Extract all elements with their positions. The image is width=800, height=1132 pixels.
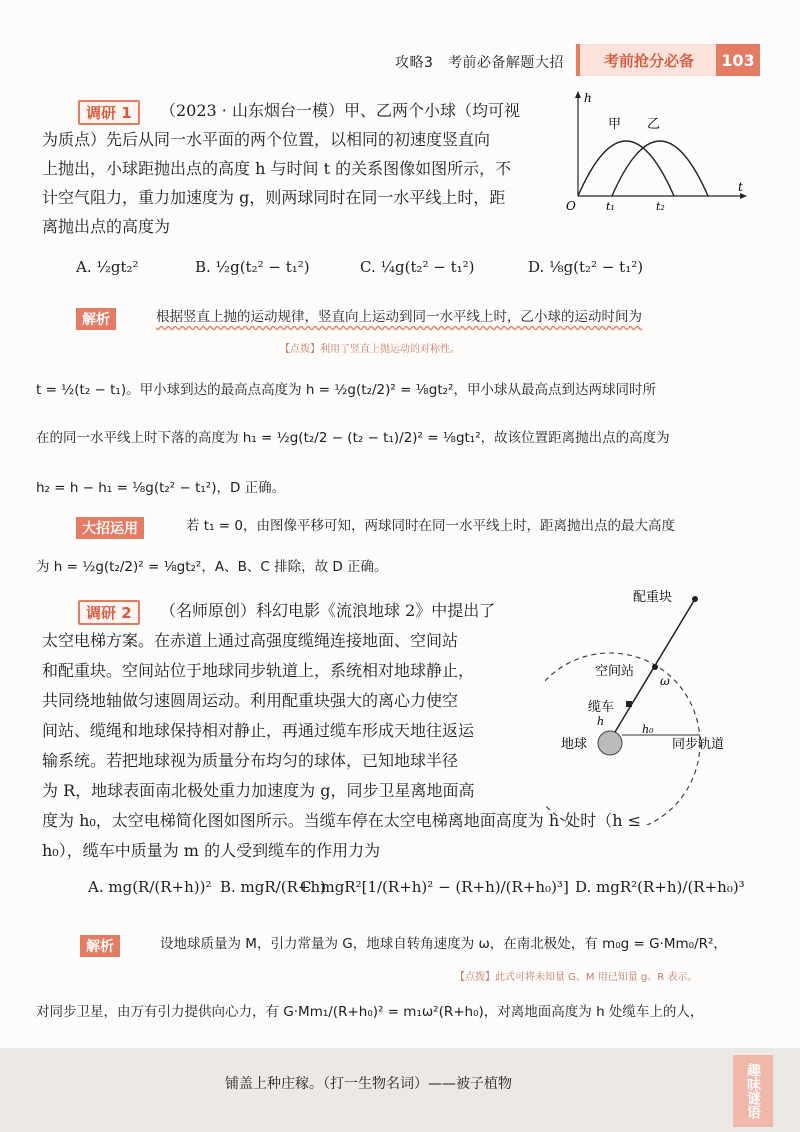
question-2-line-4: 间站、缆绳和地球保持相对静止，再通过缆车形成天地往返运: [42, 721, 475, 740]
corner-badge: 趣味谜语: [733, 1055, 773, 1127]
dazhao-line-1: 若 t₁ = 0，由图像平移可知，两球同时在同一水平线上时，距离抛出点的最大高度: [186, 518, 675, 534]
option-b: B. ½g(t₂² − t₁²): [195, 258, 310, 276]
question-1-line-2: 上抛出，小球距抛出点的高度 h 与时间 t 的关系图像如图所示，不: [42, 159, 512, 178]
dazhao-line-2: 为 h = ½g(t₂/2)² = ⅛gt₂²，A、B、C 排除，故 D 正确。: [36, 559, 388, 575]
question-2-tag: [78, 600, 140, 625]
t1-label: t₁: [606, 200, 615, 213]
orbit-label: 同步轨道: [672, 737, 725, 752]
analysis-1-line-3: 在的同一水平线上时下落的高度为 h₁ = ½g(t₂/2 − (t₂ − t₁)/2)² = ⅛gt₁²，故该位置距离抛出点的高度为: [36, 430, 670, 446]
option-c: C. ¼g(t₂² − t₁²): [360, 258, 475, 276]
question-2-line-0: （名师原创）科幻电影《流浪地球 2》中提出了: [160, 601, 496, 620]
question-2-line-3: 共同绕地轴做匀速圆周运动。利用配重块强大的离心力使空: [42, 691, 459, 710]
question-2-tag-label: 调研 2: [78, 600, 140, 625]
origin-label: O: [566, 199, 576, 213]
cable-car-icon: [626, 701, 632, 707]
option-a: A. mg(R/(R+h))²: [88, 878, 212, 896]
question-1-tag: [78, 100, 140, 125]
question-1-line-4: 离抛出点的高度为: [42, 217, 171, 236]
h-axis-arrow-icon: [575, 91, 581, 98]
question-2-line-1: 太空电梯方案。在赤道上通过高强度缆绳连接地面、空间站: [42, 631, 459, 650]
question-2-line-5: 输系统。若把地球视为质量分布均匀的球体，已知地球半径: [42, 751, 459, 770]
analysis-1-line-2: t = ½(t₂ − t₁)。甲小球到达的最高点高度为 h = ½g(t₂/2)² = ⅛gt₂²，甲小球从最高点到达两球同时所: [36, 382, 656, 398]
omega-label: ω: [660, 674, 670, 688]
option-c: C. mgR²[1/(R+h)² − (R+h)/(R+h₀)³]: [300, 878, 569, 896]
analysis-1-line-1: 根据竖直上抛的运动规律，竖直向上运动到同一水平线上时，乙小球的运动时间为: [156, 309, 642, 325]
analysis-1-note: 【点拨】利用了竖直上抛运动的对称性。: [280, 344, 460, 355]
question-2-line-7: 度为 h₀，太空电梯简化图如图所示。当缆车停在太空电梯离地面高度为 h 处时（h ≤: [42, 811, 642, 830]
space-elevator-diagram: [545, 585, 785, 825]
counterweight-dot: [692, 596, 698, 602]
t-label: t: [738, 180, 743, 194]
header-section-title: 攻略3 考前必备解题大招: [395, 55, 564, 71]
dazhao-tag: [76, 517, 144, 539]
height-time-graph: [560, 88, 750, 218]
question-2-line-2: 和配重块。空间站位于地球同步轨道上，系统相对地球静止，: [42, 661, 475, 680]
analysis-1-tag-label: 解析: [76, 308, 116, 330]
jia-label: 甲: [608, 117, 622, 132]
h-label: h: [597, 715, 605, 728]
analysis-1-line-4: h₂ = h − h₁ = ⅛g(t₂² − t₁²)，D 正确。: [36, 480, 286, 496]
analysis-2-line-2: 对同步卫星，由万有引力提供向心力，有 G·Mm₁/(R+h₀)² = m₁ω²(R+h₀)，对离地面高度为 h 处缆车上的人，: [36, 1004, 704, 1020]
analysis-2-tag: [80, 935, 120, 957]
option-d: D. ⅛g(t₂² − t₁²): [528, 258, 644, 276]
analysis-2-note: 【点拨】此式可将未知量 G、M 用已知量 g、R 表示。: [455, 972, 698, 983]
question-1-line-3: 计空气阻力，重力加速度为 g，则两球同时在同一水平线上时，距: [42, 188, 506, 207]
option-a: A. ½gt₂²: [76, 258, 139, 276]
analysis-2-line-1: 设地球质量为 M，引力常量为 G，地球自转角速度为 ω，在南北极处，有 m₀g = G·Mm₀/R²，: [160, 936, 727, 952]
t2-label: t₂: [656, 200, 665, 213]
option-b: B. mgR/(R+h): [220, 878, 326, 896]
question-2-line-6: 为 R，地球表面南北极处重力加速度为 g，同步卫星离地面高: [42, 781, 475, 800]
earth-label: 地球: [561, 737, 588, 752]
page-number: 103: [716, 44, 760, 76]
dazhao-tag-label: 大招运用: [76, 517, 144, 539]
question-1-line-1: 为质点）先后从同一水平面的两个位置，以相同的初速度竖直向: [42, 130, 491, 149]
earth-icon: [598, 731, 622, 755]
analysis-1-tag: [76, 308, 116, 330]
station-dot: [652, 664, 658, 670]
question-1-tag-label: 调研 1: [78, 100, 140, 125]
footer-riddle: 铺盖上种庄稼。（打一生物名词）——被子植物: [225, 1076, 512, 1092]
counterweight-label: 配重块: [633, 590, 673, 605]
analysis-2-tag-label: 解析: [80, 935, 120, 957]
h0-label: h₀: [642, 723, 654, 736]
yi-label: 乙: [647, 117, 661, 132]
h-label: h: [584, 91, 592, 105]
header-badge: 考前抢分必备: [576, 44, 718, 76]
car-label: 缆车: [588, 700, 615, 715]
question-2-line-8: h₀），缆车中质量为 m 的人受到缆车的作用力为: [42, 841, 381, 860]
question-1-line-0: （2023 · 山东烟台一模）甲、乙两个小球（均可视: [160, 101, 520, 120]
option-d: D. mgR²(R+h)/(R+h₀)³: [575, 878, 745, 896]
station-label: 空间站: [595, 664, 635, 679]
